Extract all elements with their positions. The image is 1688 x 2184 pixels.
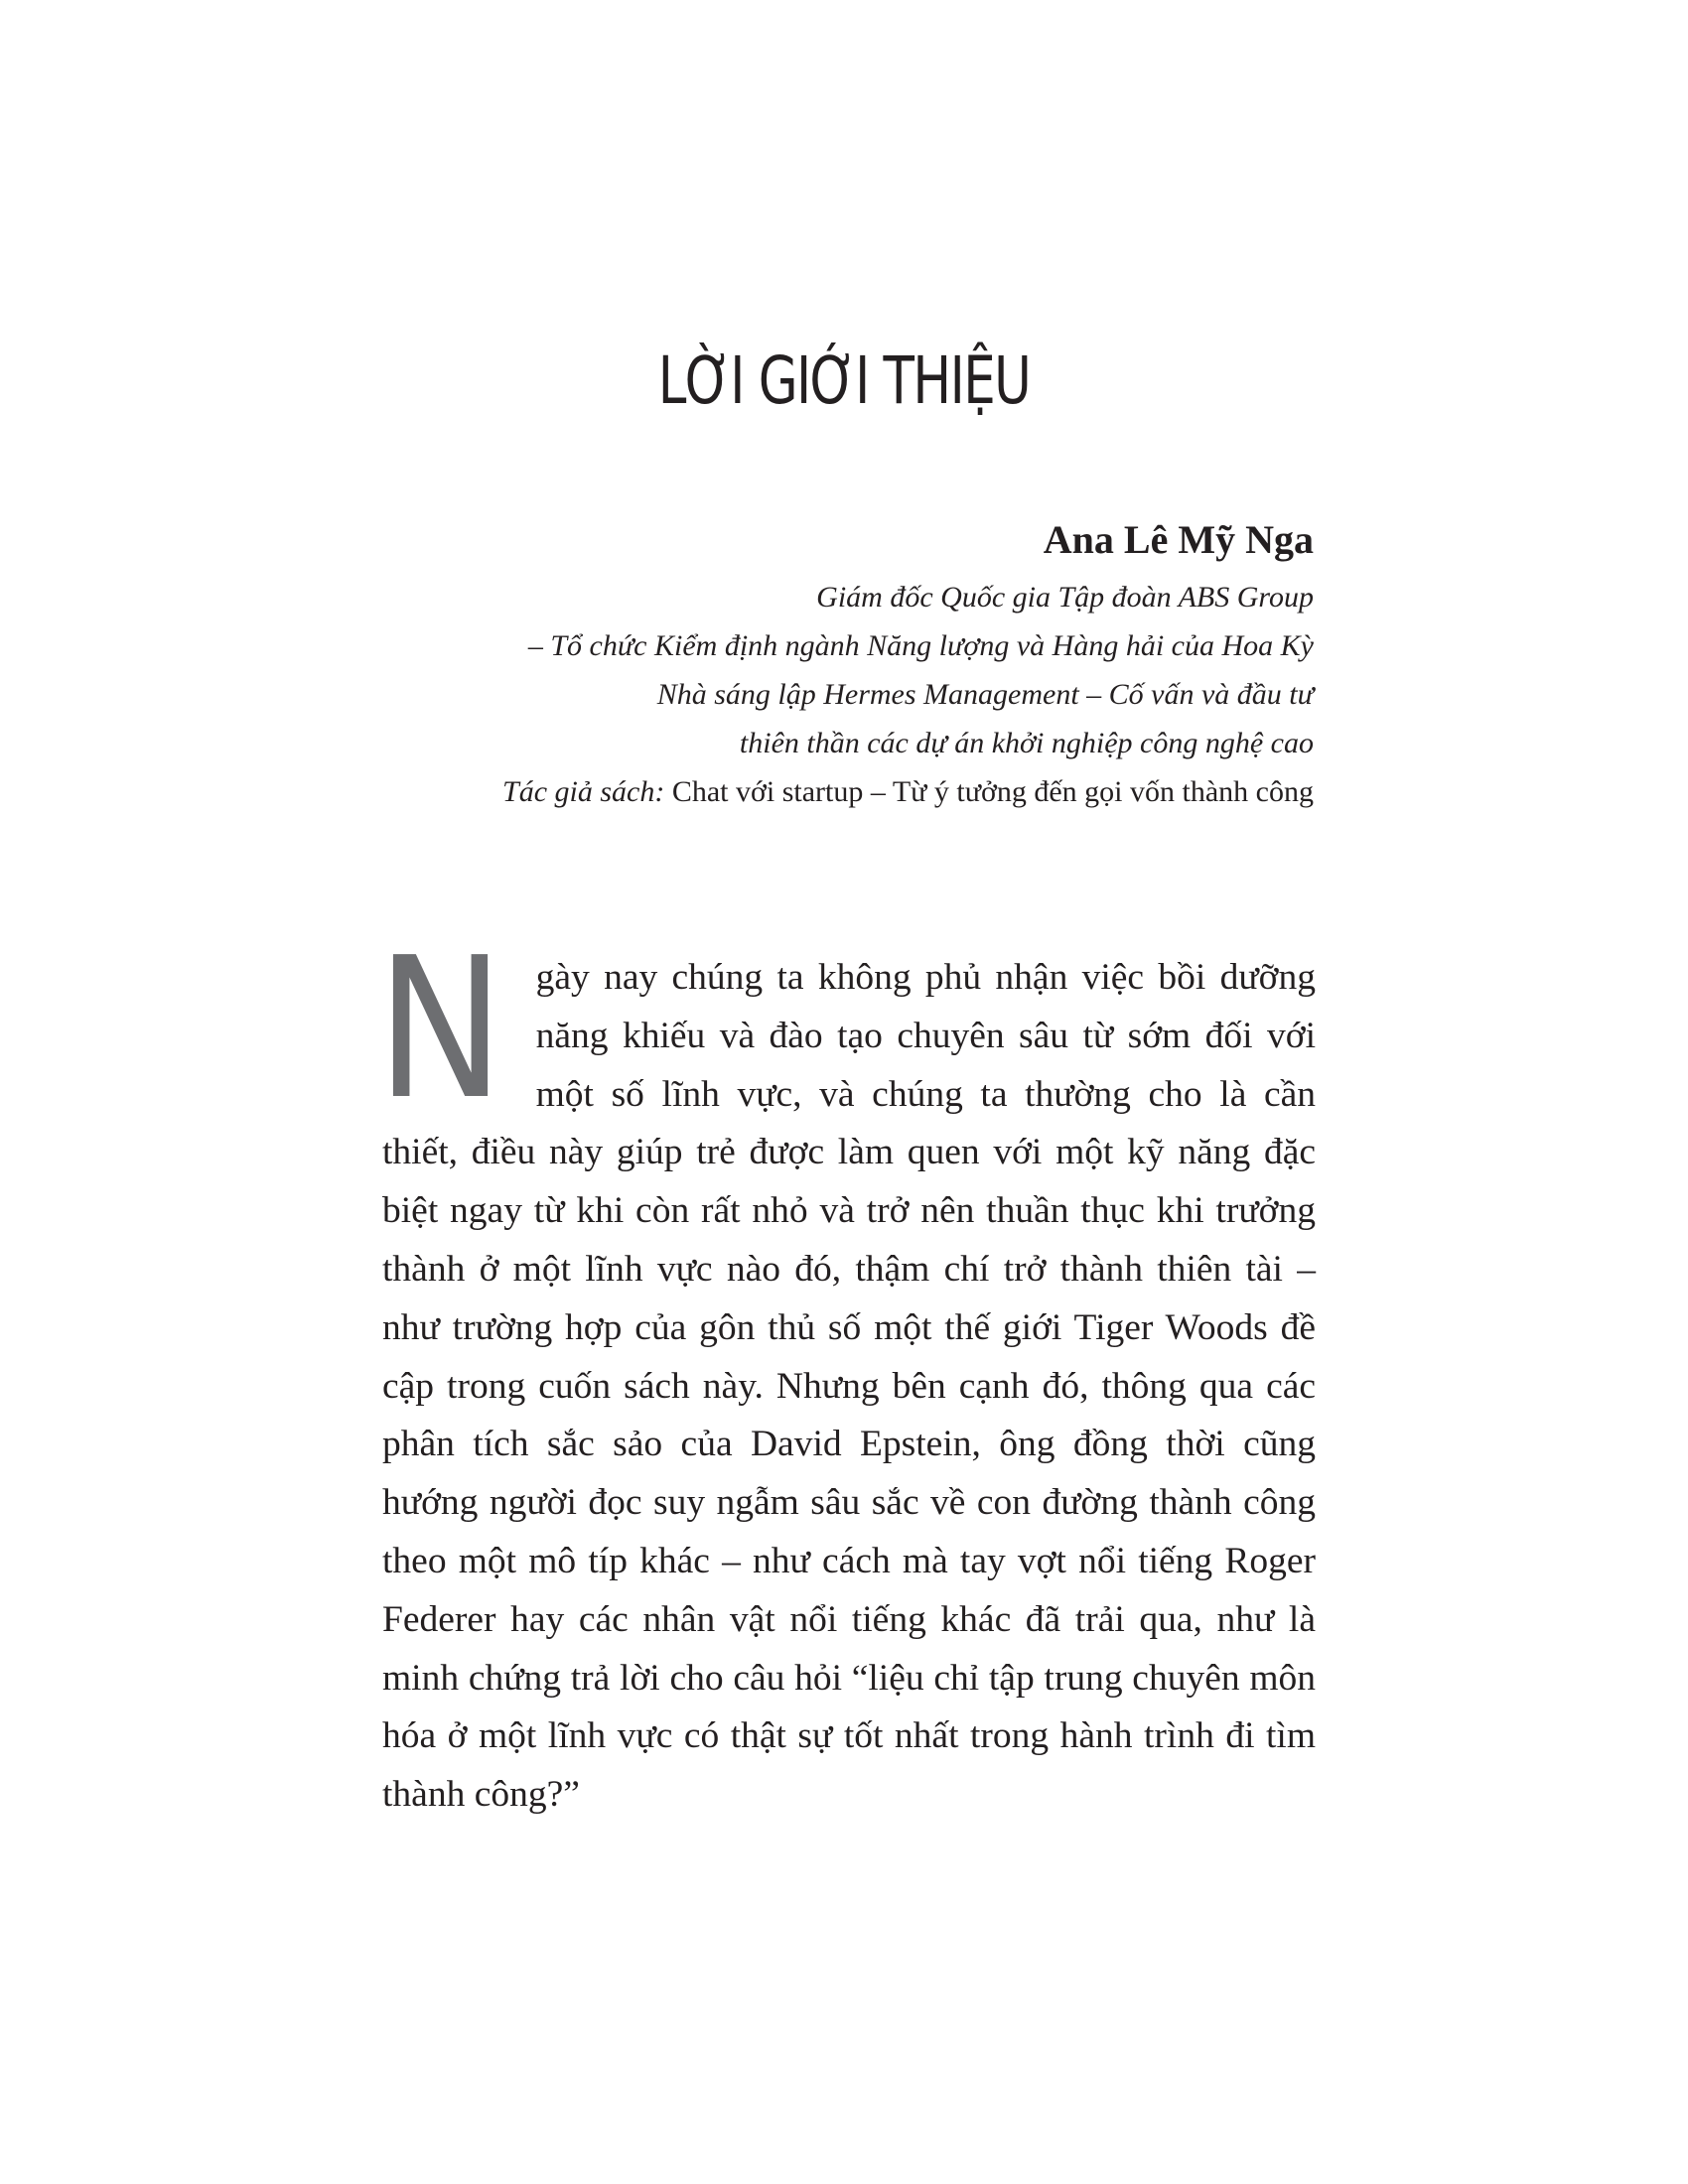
- author-role-line-1: Giám đốc Quốc gia Tập đoàn ABS Group: [816, 581, 1314, 614]
- author-role-line-4: thiên thần các dự án khởi nghiệp công nghệ cao: [739, 727, 1314, 759]
- introduction-body: [376, 916, 1316, 1825]
- page-title: LỜI GIỚI THIỆU: [657, 342, 1031, 419]
- body-paragraph-text: gày nay chúng ta không phủ nhận việc bồi dưỡng năng khiếu và đào tạo chuyên sâu từ sớm đối với một số lĩnh vực, và chúng ta thường cho là cần thiết, điều này giúp trẻ được làm quen với một kỹ năng đặc biệt ngay từ khi còn rất nhỏ và trở nên thuần thục khi trưởng thành ở một lĩnh vực nào đó, thậm chí trở thành thiên tài – như trường hợp của gôn thủ số một thế giới Tiger Woods đề cập trong cuốn sách này. Nhưng bên cạnh đó, thông qua các phân tích sắc sảo của David Epstein, ông đồng thời cũng hướng người đọc suy ngẫm sâu sắc về con đường thành công theo một mô típ khác – như cách mà tay vợt nổi tiếng Roger Federer hay các nhân vật nổi tiếng khác đã trải qua, như là minh chứng trả lời cho câu hỏi “liệu chỉ tập trung chuyên môn hóa ở một lĩnh vực có thật sự tốt nhất trong hành trình đi tìm thành công?”: [382, 957, 1316, 1816]
- book-credit-title: Chat với startup – Từ ý tưởng đến gọi vốn thành công: [664, 775, 1314, 808]
- body-paragraph: [376, 916, 1316, 1825]
- drop-cap-letter: N: [376, 916, 505, 1143]
- author-byline: [321, 511, 1314, 816]
- author-role-line-2: – Tổ chức Kiểm định ngành Năng lượng và Hàng hải của Hoa Kỳ: [527, 629, 1314, 662]
- author-name: Ana Lê Mỹ Nga: [1043, 517, 1314, 562]
- book-credit-label: Tác giả sách:: [502, 775, 665, 808]
- author-role-line-3: Nhà sáng lập Hermes Management – Cố vấn và đầu tư: [656, 678, 1314, 711]
- author-book-credit: [321, 767, 1314, 816]
